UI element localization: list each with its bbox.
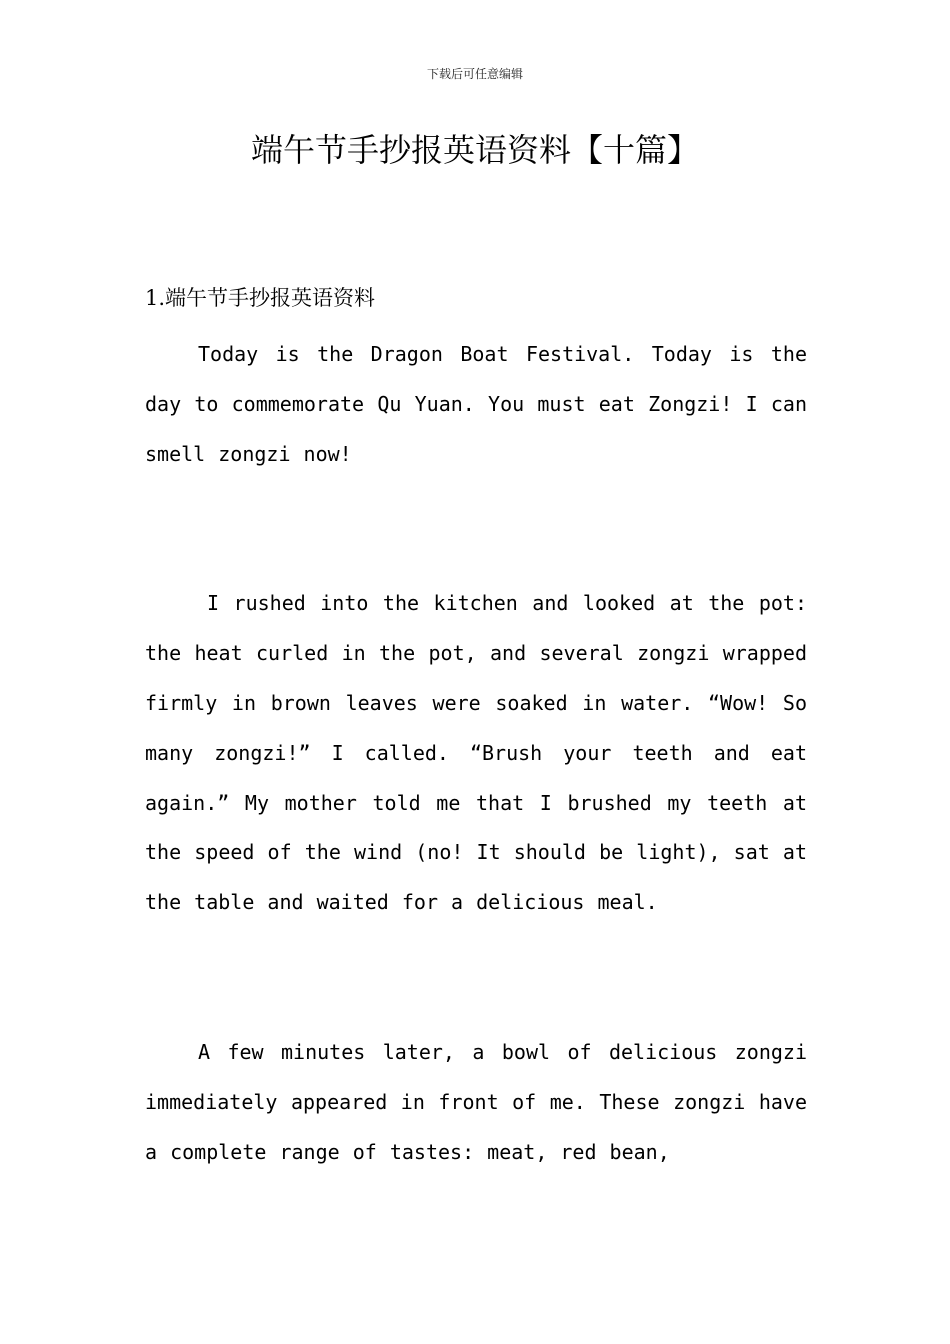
document-title: 端午节手抄报英语资料【十篇】 [250,131,699,169]
document-body [145,280,807,1177]
paragraph: A few minutes later, a bowl of delicious zongzi immediately appeared in front of me. These zongzi have a complete range of tastes: meat, red bean, [145,1039,807,1164]
paragraph: I rushed into the kitchen and looked at the pot: the heat curled in the pot, and several zongzi wrapped firmly in brown leaves were soaked in water. “Wow! So many zongzi!” I called. “Brush your teeth and eat again.” My mother told me that I brushed my teeth at the speed of the wind (no! It should be light), sat at the table and waited for a delicious meal. [145,591,807,915]
section-heading: 1.端午节手抄报英语资料 [145,286,376,310]
paragraph: Today is the Dragon Boat Festival. Today is the day to commemorate Qu Yuan. You must eat Zongzi! I can smell zongzi now! [145,342,807,466]
header-note: 下载后可任意编辑 [426,67,523,81]
